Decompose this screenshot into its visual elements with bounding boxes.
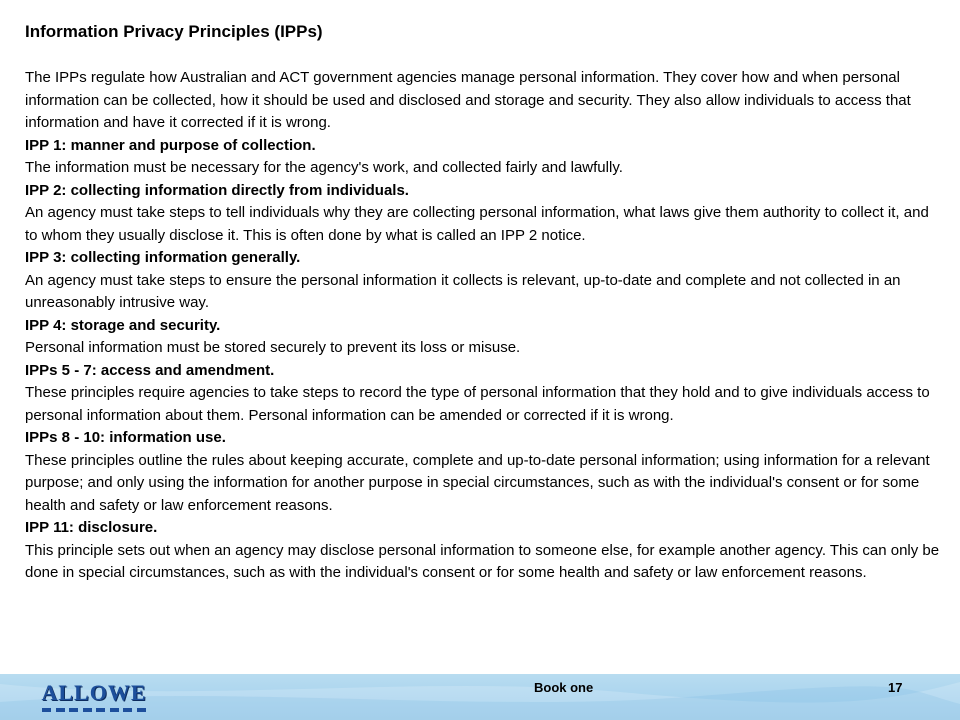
principle-heading-ipp3: IPP 3: collecting information generally.: [25, 249, 301, 266]
principle-body-ipp5-7: These principles require agencies to take steps to record the type of personal information that they hold and to give individuals access to personal information about them. Personal information can be amended or corrected if it is wrong.: [25, 384, 930, 424]
principle-body-ipp2: An agency must take steps to tell individuals why they are collecting personal information, what laws give them authority to collect it, and to whom they usually disclose it. This is often done by what is called an IPP 2 notice.: [25, 204, 929, 244]
footer-book-label: Book one: [534, 680, 594, 695]
principle-heading-ipp11: IPP 11: disclosure.: [25, 519, 158, 536]
page-number: 17: [888, 680, 903, 695]
document-body: [25, 20, 940, 585]
principle-body-ipp8-10: These principles outline the rules about keeping accurate, complete and up-to-date personal information; using information for a relevant purpose; and only using the information for another purpose in special circumstances, such as with the individual's consent or for some health and safety or law enforcement reasons.: [25, 451, 930, 514]
page-title: Information Privacy Principles (IPPs): [25, 22, 323, 41]
principle-body-ipp4: Personal information must be stored securely to prevent its loss or misuse.: [25, 339, 521, 356]
logo-wordmark: ALLOWE: [41, 680, 147, 705]
footer-band: [0, 674, 960, 720]
principle-body-ipp1: The information must be necessary for the agency's work, and collected fairly and lawfully.: [25, 159, 623, 176]
allowe-logo: [38, 682, 150, 714]
principle-heading-ipp5-7: IPPs 5 - 7: access and amendment.: [25, 361, 275, 379]
principle-heading-ipp1: IPP 1: manner and purpose of collection.: [25, 136, 316, 154]
principle-body-ipp11: This principle sets out when an agency may disclose personal information to someone else, for example another agency. This can only be done in special circumstances, such as with the individual's consent or for some health and safety or law enforcement reasons.: [25, 541, 940, 581]
logo-underline-marks: [42, 707, 146, 713]
principle-body-ipp3: An agency must take steps to ensure the personal information it collects is relevant, up-to-date and complete and not collected in an unreasonably intrusive way.: [25, 271, 901, 311]
principle-heading-ipp2: IPP 2: collecting information directly from individuals.: [25, 181, 409, 199]
principle-heading-ipp8-10: IPPs 8 - 10: information use.: [25, 429, 226, 446]
intro-paragraph: The IPPs regulate how Australian and ACT government agencies manage personal information. They cover how and when personal information can be collected, how it should be used and disclosed and storage and security. They also allow individuals to access that information and have it corrected if it is wrong.: [25, 69, 911, 131]
principle-heading-ipp4: IPP 4: storage and security.: [25, 316, 221, 334]
